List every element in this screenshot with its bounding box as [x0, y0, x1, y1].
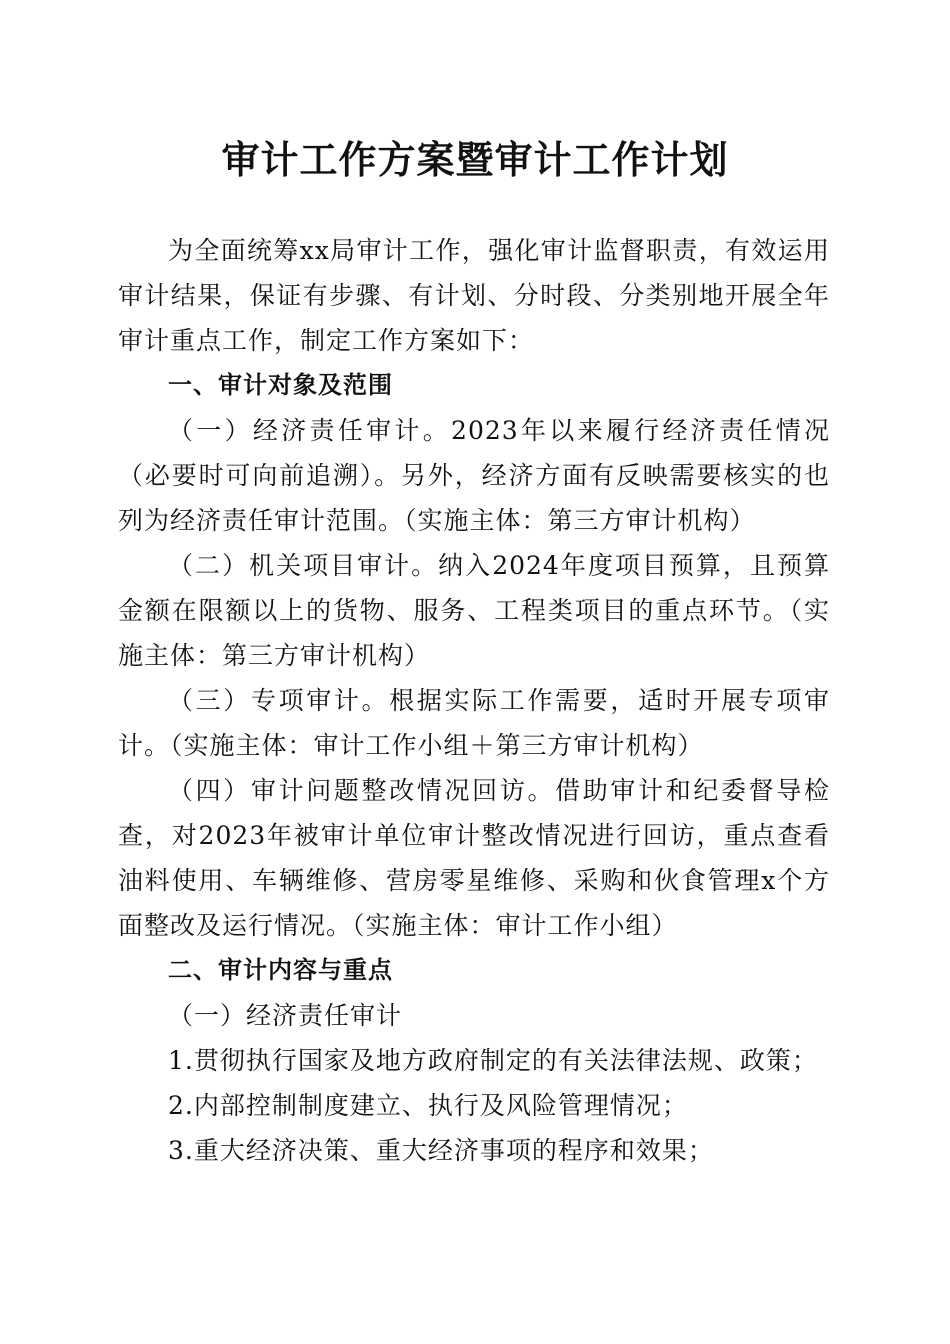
- content-item-3: 3.重大经济决策、重大经济事项的程序和效果；: [168, 1136, 714, 1165]
- intro-paragraph: 为全面统筹xx局审计工作，强化审计监督职责，有效运用审计结果，保证有步骤、有计划、分时段、分类别地开展全年审计重点工作，制定工作方案如下：: [118, 236, 830, 355]
- content-item-2: 2.内部控制制度建立、执行及风险管理情况；: [168, 1091, 688, 1120]
- scope-item-project-audit: （二）机关项目审计。纳入2024年度项目预算，且预算金额在限额以上的货物、服务、工程类项目的重点环节。（实施主体：第三方审计机构）: [118, 551, 830, 670]
- document-body: [118, 228, 830, 1173]
- section-heading-content: 二、审计内容与重点: [168, 956, 393, 984]
- content-item-1: 1.贯彻执行国家及地方政府制定的有关法律法规、政策；: [168, 1046, 818, 1075]
- section-heading-scope: 一、审计对象及范围: [168, 371, 393, 399]
- document-title: 审计工作方案暨审计工作计划: [221, 137, 729, 182]
- content-subheading-economic-responsibility: （一）经济责任审计: [168, 1001, 403, 1030]
- scope-item-special-audit: （三）专项审计。根据实际工作需要，适时开展专项审计。（实施主体：审计工作小组＋第三方审计机构）: [118, 686, 830, 760]
- scope-item-rectification-revisit: （四）审计问题整改情况回访。借助审计和纪委督导检查，对2023年被审计单位审计整改情况进行回访，重点查看油料使用、车辆维修、营房零星维修、采购和伙食管理x个方面整改及运行情况。（实施主体：审计工作小组）: [118, 776, 830, 940]
- scope-item-economic-responsibility: （一）经济责任审计。2023年以来履行经济责任情况（必要时可向前追溯）。另外，经济方面有反映需要核实的也列为经济责任审计范围。（实施主体：第三方审计机构）: [118, 416, 830, 535]
